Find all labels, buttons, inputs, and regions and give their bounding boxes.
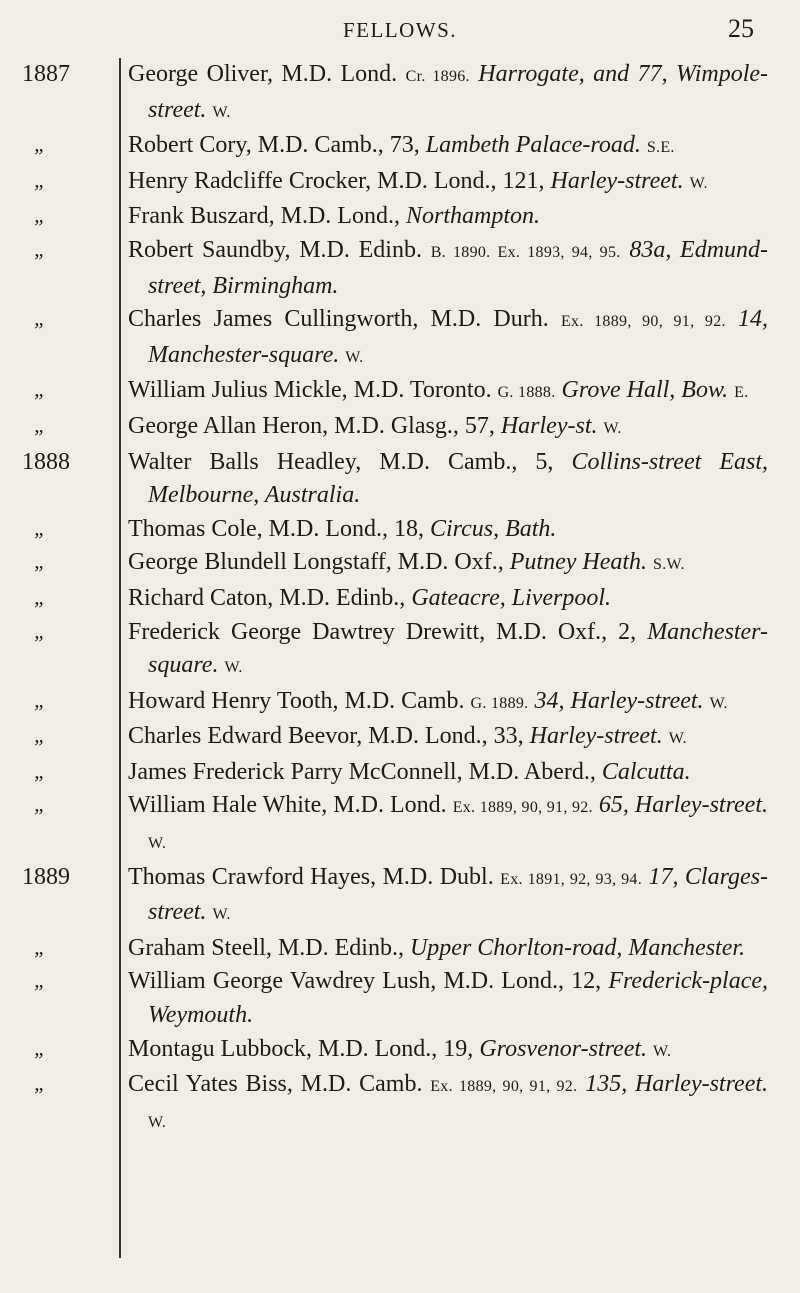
fellow-address: Harley-st. (500, 412, 598, 439)
fellow-name: Thomas Crawford Hayes, M.D. Dubl. (128, 863, 494, 890)
fellow-address: Manchester-square. (148, 618, 768, 679)
fellow-entry (128, 1033, 768, 1069)
fellow-name: Cecil Yates Biss, M.D. Camb. (128, 1071, 423, 1098)
fellow-address: Gateacre, Liverpool. (411, 584, 612, 611)
fellow-district: W. (709, 694, 728, 712)
ditto-mark: „ (34, 618, 46, 643)
fellow-name: Richard Caton, M.D. Edinb., (128, 584, 406, 611)
fellow-address: 34, Harley-street. (534, 687, 704, 714)
election-year: 1887 (22, 61, 70, 87)
fellow-address: Grosvenor-street. (479, 1035, 648, 1062)
fellow-name: Graham Steell, M.D. Edinb., (128, 934, 404, 961)
fellow-address: Harley-street. (550, 167, 684, 194)
ditto-mark: „ (34, 792, 46, 817)
fellow-entry (128, 582, 768, 616)
fellow-name: William Hale White, M.D. Lond. (128, 792, 447, 819)
fellow-name: James Frederick Parry McConnell, M.D. Aberd., (128, 758, 596, 785)
fellow-district: E. (734, 384, 749, 402)
fellow-district: W. (345, 348, 364, 366)
fellow-district: W. (148, 835, 167, 853)
fellow-name: Montagu Lubbock, M.D. Lond., 19, (128, 1035, 474, 1062)
fellow-name: Frederick George Dawtrey Drewitt, M.D. Oxf., 2, (128, 618, 637, 645)
fellow-address: 135, Harley-street. (585, 1071, 769, 1098)
fellow-name: Charles Edward Beevor, M.D. Lond., 33, (128, 723, 524, 750)
fellow-district: W. (148, 1113, 167, 1131)
fellow-name: George Allan Heron, M.D. Glasg., 57, (128, 412, 495, 439)
fellow-entry (128, 58, 768, 129)
fellow-entry (128, 932, 768, 966)
ditto-mark: „ (34, 377, 46, 402)
fellow-entry (128, 200, 768, 234)
fellow-entry (128, 165, 768, 201)
fellow-note: Ex. 1891, 92, 93, 94. (500, 870, 643, 888)
fellow-entry (128, 756, 768, 790)
fellow-address: 17, Clarges-street. (148, 863, 769, 926)
fellow-district: W. (224, 659, 243, 677)
fellow-name: Howard Henry Tooth, M.D. Camb. (128, 687, 465, 714)
fellow-address: Northampton. (405, 203, 540, 230)
fellow-entry (128, 303, 768, 374)
election-year: 1888 (22, 448, 70, 475)
fellow-address: Harrogate, and 77, Wimpole-street. (148, 61, 769, 123)
ditto-mark: „ (34, 687, 46, 712)
fellow-name: Walter Balls Headley, M.D. Camb., 5, (128, 448, 554, 475)
fellow-address: Harley-street. (529, 723, 663, 750)
ditto-mark: „ (34, 132, 46, 157)
fellow-entry (128, 720, 768, 756)
fellow-entry (128, 616, 768, 685)
fellow-district: W. (668, 730, 687, 748)
running-title: FELLOWS. (342, 18, 458, 42)
fellow-name: William Julius Mickle, M.D. Toronto. (128, 377, 492, 404)
fellow-entry (128, 965, 768, 1032)
ditto-mark: „ (34, 412, 46, 437)
column-divider (119, 58, 121, 1258)
fellow-name: George Oliver, M.D. Lond. (128, 61, 398, 87)
fellow-name: Robert Saundby, M.D. Edinb. (128, 236, 422, 263)
fellow-note: Ex. 1889, 90, 91, 92. (430, 1078, 578, 1096)
ditto-mark: „ (34, 723, 46, 748)
ditto-mark: „ (34, 236, 46, 261)
fellow-note: Ex. 1889, 90, 91, 92. (560, 313, 726, 331)
fellow-entry (128, 546, 768, 582)
fellow-name: Frank Buszard, M.D. Lond., (128, 203, 400, 230)
fellow-district: S.W. (653, 556, 685, 574)
fellow-address: 14, Manchester-square. (148, 306, 769, 368)
ditto-mark: „ (34, 758, 46, 783)
ditto-mark: „ (34, 934, 46, 959)
fellow-district: S.E. (646, 139, 675, 157)
fellow-district: W. (212, 906, 231, 924)
fellow-note: G. 1889. (470, 694, 529, 712)
fellow-address: 65, Harley-street. (598, 792, 769, 819)
fellow-entry (128, 410, 768, 446)
fellow-name: Charles James Cullingworth, M.D. Durh. (128, 306, 549, 333)
fellow-address: Putney Heath. (509, 549, 648, 576)
fellow-entry (128, 374, 768, 410)
ditto-mark: „ (34, 968, 46, 993)
fellow-address: 83a, Edmund-street, Birmingham. (148, 236, 769, 299)
fellow-address: Collins-street East, Melbourne, Australia. (148, 448, 768, 509)
fellow-entry (128, 1068, 768, 1139)
fellow-name: Robert Cory, M.D. Camb., 73, (128, 132, 420, 159)
fellow-name: George Blundell Longstaff, M.D. Oxf., (128, 549, 504, 576)
ditto-mark: „ (34, 1071, 46, 1096)
ditto-mark: „ (34, 1035, 46, 1060)
fellow-note: Cr. 1896. (405, 68, 470, 85)
fellow-address: Grove Hall, Bow. (561, 377, 729, 404)
fellow-address: Circus, Bath. (429, 515, 557, 542)
fellow-name: William George Vawdrey Lush, M.D. Lond., 12, (128, 968, 602, 995)
fellow-note: B. 1890. Ex. 1893, 94, 95. (430, 243, 621, 261)
page-header (0, 8, 800, 48)
fellow-entry (128, 861, 768, 932)
ditto-mark: „ (34, 306, 46, 331)
fellow-entry (128, 685, 768, 721)
fellows-list (128, 58, 768, 1139)
fellow-address: Calcutta. (601, 758, 691, 785)
fellow-note: Ex. 1889, 90, 91, 92. (452, 799, 593, 817)
fellow-entry (128, 129, 768, 165)
fellow-entry (128, 513, 768, 547)
fellow-name: Henry Radcliffe Crocker, M.D. Lond., 121, (128, 167, 545, 194)
fellow-note: G. 1888. (497, 384, 556, 402)
fellow-entry (128, 789, 768, 860)
fellow-district: W. (603, 419, 622, 437)
fellow-district: W. (689, 174, 708, 192)
fellow-address: Upper Chorlton-road, Manchester. (409, 934, 746, 961)
ditto-mark: „ (34, 203, 46, 228)
ditto-mark: „ (34, 167, 46, 192)
ditto-mark: „ (34, 584, 46, 609)
fellow-district: W. (653, 1042, 672, 1060)
fellow-entry (128, 446, 768, 513)
page-number: 25 (728, 14, 754, 43)
fellow-name: Thomas Cole, M.D. Lond., 18, (128, 515, 424, 542)
fellow-address: Frederick-place, Weymouth. (148, 968, 769, 1029)
ditto-mark: „ (34, 549, 46, 574)
ditto-mark: „ (34, 515, 46, 540)
election-year: 1889 (22, 863, 70, 890)
fellow-district: W. (212, 103, 231, 121)
fellow-address: Lambeth Palace-road. (425, 132, 641, 159)
fellow-entry (128, 234, 768, 303)
